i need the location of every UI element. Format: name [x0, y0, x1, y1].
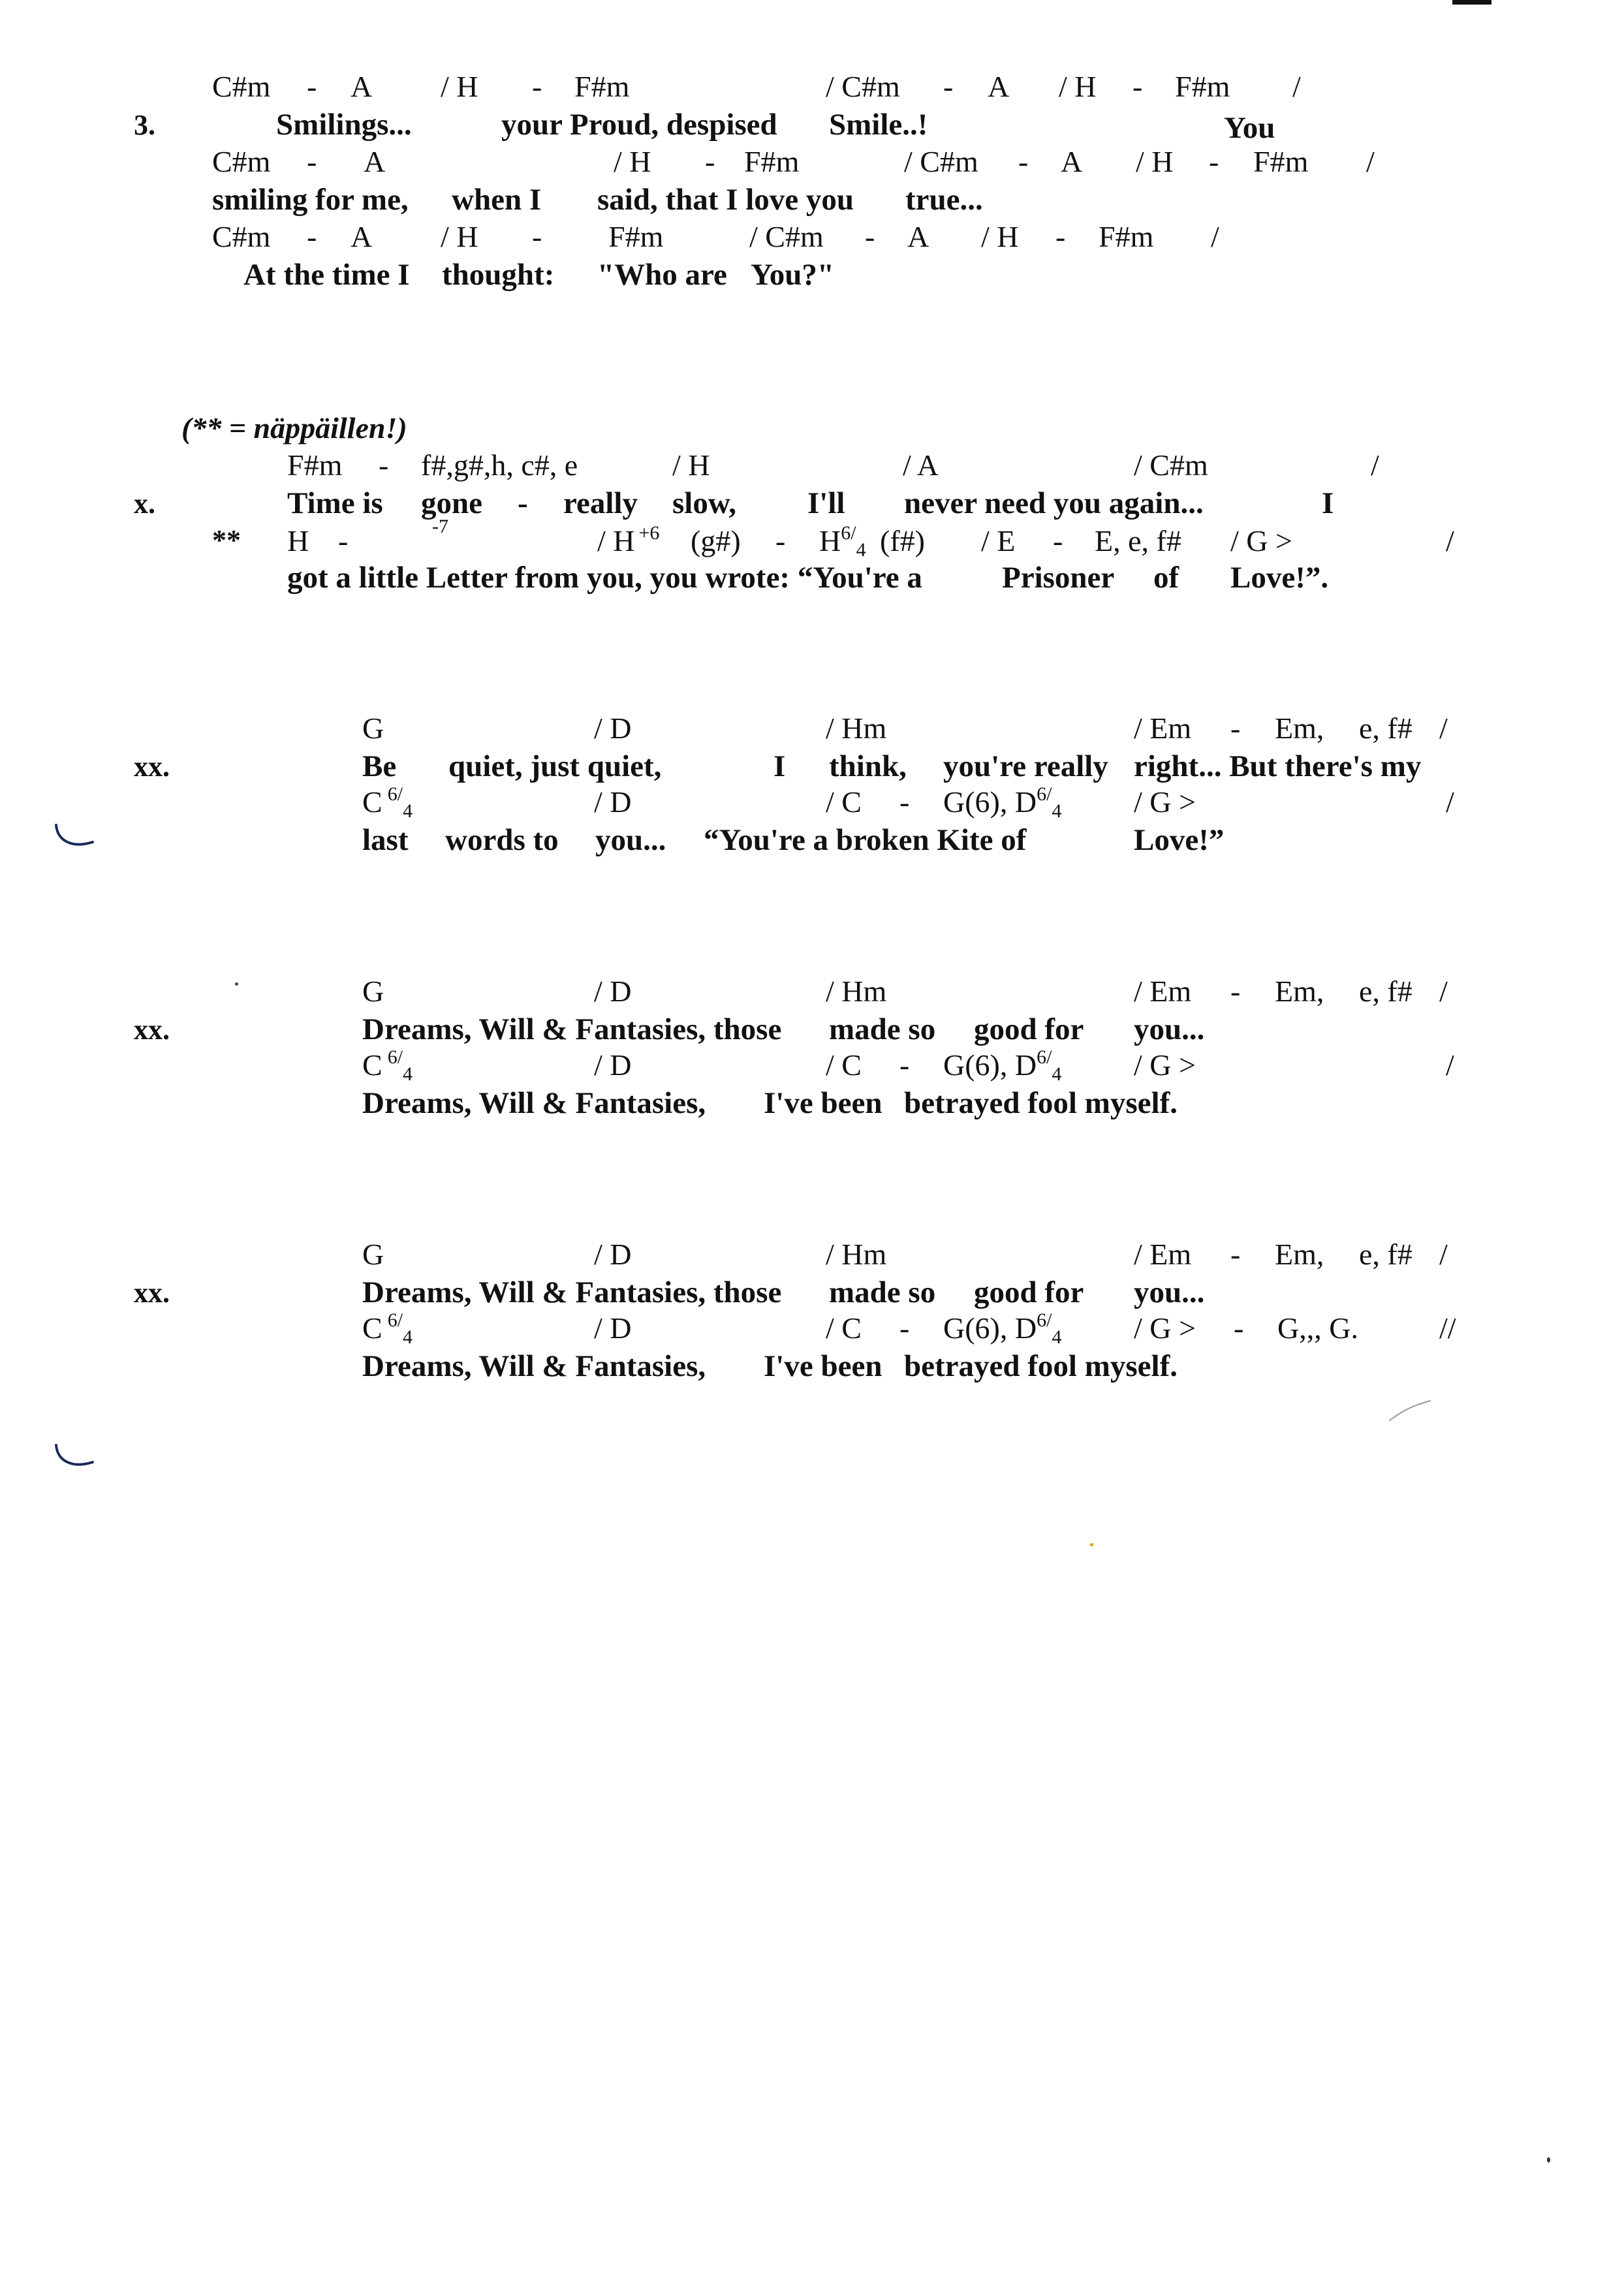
lyric: Prisoner [1002, 561, 1115, 595]
chord-separator: - [1230, 711, 1241, 745]
passing-note: (f#) [880, 524, 925, 557]
chord: / G > [1230, 524, 1292, 557]
chord: / H [614, 145, 651, 178]
lyric: you... [595, 823, 666, 857]
lyric: Dreams, Will & Fantasies, [362, 1349, 706, 1383]
chord: / Hm [826, 711, 887, 745]
chord-extension: 6/ [1037, 783, 1052, 805]
lyric: quiet, just quiet, [448, 749, 662, 783]
chord: / Em [1134, 975, 1192, 1008]
chord-extension: 4 [403, 1063, 413, 1085]
chord: / D [594, 1048, 632, 1082]
chord: G(6), $D^{6/}4$ [943, 783, 1062, 822]
chord: F#m [1175, 70, 1230, 103]
lyric: really [563, 486, 638, 520]
lyric: never need you again... [904, 486, 1204, 520]
lyric: good for [974, 1275, 1084, 1309]
chord: / G > [1134, 1311, 1196, 1345]
chord: / E [981, 524, 1016, 557]
lyric: You [1224, 111, 1275, 145]
chord: F#m [574, 70, 630, 103]
picking-marker: ** [212, 524, 241, 556]
final-bar-line: // [1439, 1311, 1456, 1345]
chord-extension: 4 [1052, 1326, 1062, 1348]
chord: G [362, 975, 384, 1008]
chord: / Hm [826, 975, 887, 1008]
chord-arpeggio: e, f# [1359, 1238, 1413, 1271]
lyric: words to [445, 823, 559, 857]
lyric: good for [974, 1012, 1084, 1046]
chord: / G > [1134, 785, 1196, 819]
lyric: thought: [442, 258, 555, 292]
lyric: think, [829, 749, 907, 783]
bar-line: / [1446, 785, 1454, 819]
chord: / H [1059, 70, 1097, 103]
chord: C $^{6/}$4 [362, 1309, 413, 1348]
chord: / H [441, 70, 478, 103]
chord-separator: - [307, 220, 317, 253]
chord: F#m [1253, 145, 1309, 178]
chord: Em, [1275, 1238, 1324, 1271]
lyric: betrayed fool myself. [904, 1349, 1178, 1383]
lyric: when I [452, 183, 542, 217]
section-label: xx. [134, 1277, 170, 1309]
chord-extension: 6/ [387, 783, 403, 805]
chord-extension: 6/ [1037, 1309, 1052, 1331]
chord-separator: - [865, 220, 875, 253]
chord-separator: - [1234, 1311, 1244, 1345]
chord-extension: 6/ [387, 1309, 403, 1331]
chord-extension: 4 [856, 539, 866, 561]
passing-note: (g#) [691, 524, 741, 557]
chord: / D [594, 1311, 632, 1345]
lyric: Smilings... [276, 108, 412, 142]
chord-separator: - [705, 145, 715, 178]
lyric: Love!” [1134, 823, 1225, 857]
lyric: slow, [672, 486, 736, 520]
chord: / C [826, 785, 862, 819]
chord: G,,, G. [1277, 1311, 1358, 1345]
chord-extension: -7 [432, 516, 448, 537]
chord: / C [826, 1311, 862, 1345]
chord: / H [1136, 145, 1174, 178]
chord-separator: - [307, 145, 317, 178]
chord: A [988, 70, 1010, 103]
chord: G(6), $D^{6/}4$ [943, 1309, 1062, 1348]
lyric: made so [829, 1275, 936, 1309]
lyric: I've been [764, 1349, 882, 1383]
chord: / D [594, 711, 632, 745]
lyric: I [1322, 486, 1334, 520]
chord-separator: - [379, 448, 389, 482]
lyric: Dreams, Will & Fantasies, [362, 1086, 706, 1120]
chord-extension: 6/ [1037, 1046, 1052, 1068]
bar-line: / [1366, 145, 1375, 178]
chord-separator: - [775, 524, 786, 557]
chord: / C#m [749, 220, 824, 253]
speck [1090, 1543, 1093, 1546]
chord: / H [672, 448, 710, 482]
chord: / D [594, 1238, 632, 1271]
chord-separator: - [899, 785, 910, 819]
chord-arpeggio: e, f# [1359, 975, 1413, 1008]
chord: / C#m [904, 145, 978, 178]
lyric: made so [829, 1012, 936, 1046]
lyric: gone [421, 486, 482, 520]
lyric: Smile..! [829, 108, 928, 142]
lyric: - [518, 486, 528, 520]
chord: F#m [608, 220, 664, 253]
lyric: your Proud, despised [501, 108, 777, 142]
verse-number: 3. [134, 109, 155, 141]
chord: / D [594, 975, 632, 1008]
chord-extension: 4 [1052, 1063, 1062, 1085]
chord: F#m [287, 448, 343, 482]
lyric: Time is [287, 486, 383, 520]
bar-line: / [1446, 524, 1454, 557]
bar-line: / [1439, 711, 1448, 745]
bar-line: / [1371, 448, 1379, 482]
chord-extension: 4 [403, 800, 413, 822]
chord-separator: - [532, 220, 542, 253]
chord: C $^{6/}$4 [362, 1046, 413, 1085]
chord-extension: 4 [1052, 800, 1062, 822]
lyric: I'll [807, 486, 845, 520]
section-label: xx. [134, 751, 170, 783]
chord: C#m [212, 145, 271, 178]
chord: Em, [1275, 711, 1324, 745]
chord-separator: - [338, 524, 349, 557]
chord-separator: - [1053, 524, 1063, 557]
chord: / C [826, 1048, 862, 1082]
lyric: last [362, 823, 409, 857]
pen-mark [52, 1443, 98, 1475]
lyric: you're really [943, 749, 1108, 783]
chord: F#m [1099, 220, 1154, 253]
bar-line: / [1439, 975, 1448, 1008]
chord: A [351, 220, 373, 253]
chord-separator: - [943, 70, 954, 103]
lyric: Love!”. [1230, 561, 1329, 595]
lyric: you... [1134, 1012, 1205, 1046]
lyric: I've been [764, 1086, 882, 1120]
chord: A [351, 70, 373, 103]
chord: / H $^{+6}$ [597, 522, 660, 557]
section-label: xx. [134, 1014, 170, 1046]
lyric: Be [362, 749, 397, 783]
speck [235, 982, 238, 986]
chord-separator: - [1132, 70, 1143, 103]
chord: Em, [1275, 975, 1324, 1008]
chord: / Em [1134, 711, 1192, 745]
lyric: true... [905, 183, 983, 217]
chord: F#m [744, 145, 800, 178]
chord-separator: - [532, 70, 542, 103]
lyric: I [773, 749, 786, 783]
bar-line: / [1446, 1048, 1454, 1082]
chord: / D [594, 785, 632, 819]
lyric: At the time I [243, 258, 410, 292]
pencil-mark [1387, 1397, 1433, 1423]
speck [1547, 2157, 1550, 2163]
chord-separator: - [899, 1311, 910, 1345]
chord: A [364, 145, 386, 178]
chord: / H [441, 220, 478, 253]
lyric: said, that I love you [597, 183, 854, 217]
chord: $H^{6/}4$ [819, 522, 866, 561]
chord-separator: - [1230, 1238, 1241, 1271]
chord: G [362, 711, 384, 745]
chord-arpeggio: f#,g#,h, c#, e [421, 448, 578, 482]
lyric: Dreams, Will & Fantasies, those [362, 1275, 782, 1309]
chord: C $^{6/}$4 [362, 783, 413, 822]
bar-line: / [1439, 1238, 1448, 1271]
performance-note: (** = näppäillen!) [181, 411, 407, 445]
chord-extension: +6 [638, 522, 660, 544]
lyric: right... But there's my [1134, 749, 1422, 783]
chord-extension: 6/ [841, 522, 856, 544]
bar-line: / [1211, 220, 1219, 253]
lyric: Dreams, Will & Fantasies, those [362, 1012, 782, 1046]
chord-arpeggio: e, f# [1359, 711, 1413, 745]
chord: / Hm [826, 1238, 887, 1271]
chord-separator: - [1209, 145, 1219, 178]
chord: / H [981, 220, 1019, 253]
chord-extension: 4 [403, 1326, 413, 1348]
chord: / G > [1134, 1048, 1196, 1082]
lyric: “You're a broken Kite of [704, 823, 1027, 857]
pen-mark [52, 822, 98, 855]
chord: / C#m [826, 70, 900, 103]
chord: C#m [212, 70, 271, 103]
chord-separator: - [1018, 145, 1029, 178]
section-label: x. [134, 488, 155, 520]
chord: H [287, 524, 309, 557]
lyric: You?" [751, 258, 834, 292]
lyric: of [1153, 561, 1179, 595]
lyric: betrayed fool myself. [904, 1086, 1178, 1120]
chord: A [907, 220, 929, 253]
scan-edge-mark [1452, 0, 1491, 5]
chord: / Em [1134, 1238, 1192, 1271]
lyric: smiling for me, [212, 183, 409, 217]
bar-line: / [1292, 70, 1301, 103]
chord: A [1061, 145, 1083, 178]
lyric: got a little Letter from you, you wrote: “You're a [287, 561, 922, 595]
chord: / C#m [1134, 448, 1208, 482]
chord-arpeggio: E, e, f# [1095, 524, 1181, 557]
chord-separator: - [1055, 220, 1066, 253]
chord: G(6), $D^{6/}4$ [943, 1046, 1062, 1085]
chord: C#m [212, 220, 271, 253]
chord-extension: 6/ [387, 1046, 403, 1068]
lyric: you... [1134, 1275, 1205, 1309]
chord: G [362, 1238, 384, 1271]
chord-separator: - [307, 70, 317, 103]
lyric: "Who are [597, 258, 727, 292]
chord-separator: - [1230, 975, 1241, 1008]
chord-separator: - [899, 1048, 910, 1082]
chord: / A [903, 448, 939, 482]
